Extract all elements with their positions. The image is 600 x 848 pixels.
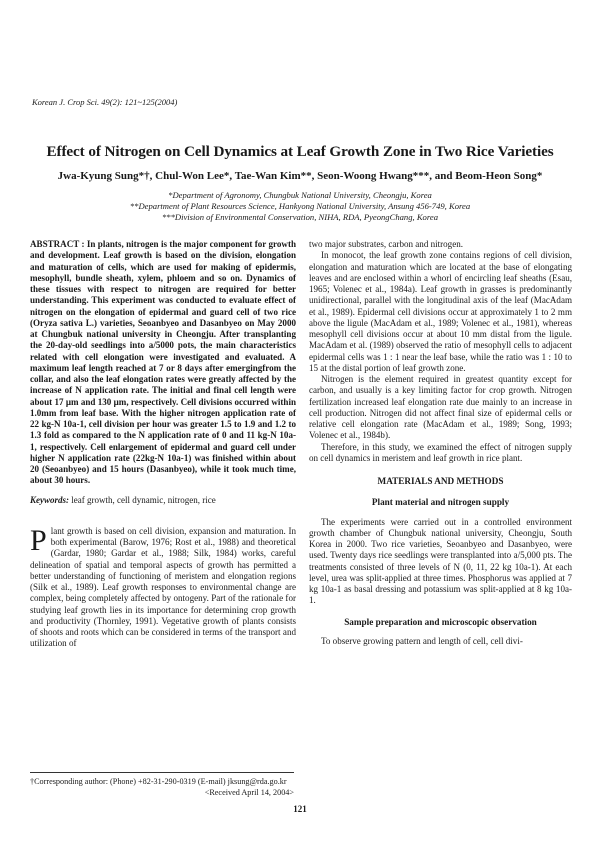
right-para-2: In monocot, the leaf growth zone contains regions of cell division, elongation and maturation which are located at the base of elongating leaves and are enclosed within a whorl of encircling leaf sheaths (Esau, 1965; Volenec et al., 1984a). Leaf growth in grasses is predominantly unidirectional, parallel with the longitudinal axis of the leaf (MacAdam et al., 1989). Epidermal cell divisions occur at approximately 1 to 2 mm above the ligule (MacAdam et al., 1989; Volenec et al., 1981), whereas mesophyll cell divisions occur at about 10 mm distal from the ligule. MacAdam et al. (1989) observed the ratio of mesophyll cells to adjacent epidermal cells was 1 : 1 near the leaf base, while the ratio was 1 : 10 to 15 at the distal portion of leaf growth zone. bbox=[309, 250, 572, 373]
introduction bbox=[30, 523, 296, 650]
methods-heading: MATERIALS AND METHODS bbox=[377, 476, 504, 486]
subsection-sample-prep: Sample preparation and microscopic observation bbox=[344, 616, 537, 627]
page-number: 121 bbox=[293, 804, 307, 814]
footnote bbox=[30, 772, 294, 798]
paper-title: Effect of Nitrogen on Cell Dynamics at Leaf Growth Zone in Two Rice Varieties bbox=[46, 143, 554, 160]
keywords-line bbox=[30, 495, 296, 506]
methods-para-2: To observe growing pattern and length of cell, cell divi- bbox=[321, 635, 523, 646]
drop-cap: P bbox=[30, 523, 47, 557]
right-para-3: Nitrogen is the element required in greatest quantity except for carbon, and usually is a key limiting factor for crop growth. Nitrogen fertilization increased leaf elongation rate due mainly to an increase in cell production. Nitrogen did not affect final size of epidermal cells or relative cell elongation rate (MacAdam et al., 1989; Song, 1993; Volenec et al., 1984b). bbox=[309, 374, 572, 441]
methods-para-1: The experiments were carried out in a controlled environment growth chamber of Chungbuk national university, Cheongju, South Korea in 2000. Two rice varieties, Seoanbyeo and Dasanbyeo, were used. Twenty days rice seedlings were transplanted into a/5,000 pts. The treatments consisted of three levels of N (0, 11, 22 kg 10a-1). At each level, urea was split-applied at three times. Phosphorus was applied at 7 kg 10a-1 as basal dressing and potassium was split-applied at 8 kg 10a-1. bbox=[309, 516, 572, 606]
affiliation-3: ***Division of Environmental Conservation, NIHA, RDA, PyeongChang, Korea bbox=[161, 212, 438, 222]
intro-text: lant growth is based on cell division, expansion and maturation. In both experimental (Barow, 1976; Rost et al., 1988) and theoretical (Gardar, 1980; Gardar et al., 1988; Silk, 1984) works, careful delineation of spatial and temporal aspects of growth has permitted a better understanding of functioning of meristem and elongation regions (Silk et al., 1989). Leaf growth responses to environmental change are complex, being completely affected by ontogeny. Part of the rationale for studying leaf growth lies in its importance for determining crop growth and productivity (Thornley, 1991). Vegetative growth of plants consists of shoots and roots which can be considered in terms of the transport and utilization of bbox=[30, 525, 296, 649]
affiliation-2: **Department of Plant Resources Science, Hankyong National University, Ansung 456-749, Korea bbox=[129, 201, 471, 211]
right-column bbox=[309, 239, 572, 647]
abstract-text: ABSTRACT : In plants, nitrogen is the major component for growth and development. Leaf growth is based on the division, elongation and maturation of cells, which are used for making of epidermis, mesophyll, bundle sheath, xylem, phloem and so on. Dynamics of these tissues with respect to nitrogen are required for better understanding. This experiment was conducted to evaluate effect of nitrogen on the elongation of epidermal and guard cell of two rice (Oryza sativa L.) varieties, Seoanbyeo and Dasanbyeo on May 2000 at Chungbuk national university in Cheongju. After transplanting the 20-day-old seedlings into a/5000 pots, the main characteristics related with cell elongation were investigated and evaluated. A maximum leaf length reached at 7 or 8 days after emergingfrom the collar, and also the leaf elongation rates were greatly affected by the increase of N application rate. The initial and final cell length were about 17 μm and 130 μm, respectively. Cell divisions occurred within 1.0mm from leaf base. With the higher nitrogen application rate of 22 kg-N 10a-1, cell division per hour was greater 1.5 to 1.9 and 1.2 to 1.3 fold as compared to the N application rate of 0 and 11 kg-N 10a-1, respectively. Cell enlargement of epidermal and guard cell under higher N application rate (22kg-N 10a-1) was finished within about 20 (Seoanbyeo) and 15 hours (Dasanbyeo), while it took much time, about 30 hours. bbox=[30, 239, 296, 486]
journal-citation: Korean J. Crop Sci. 49(2): 121~125(2004) bbox=[32, 97, 178, 107]
right-para-1: two major substrates, carbon and nitrogen. bbox=[309, 239, 464, 249]
affiliation-1: *Department of Agronomy, Chungbuk National University, Cheongju, Korea bbox=[168, 190, 432, 200]
author-list: Jwa-Kyung Sung*†, Chul-Won Lee*, Tae-Wan Kim**, Seon-Woong Hwang***, and Beom-Heon Song* bbox=[57, 170, 543, 182]
subsection-plant-material: Plant material and nitrogen supply bbox=[371, 497, 510, 508]
corresponding-author: †Corresponding author: (Phone) +82-31-290-0319 (E-mail) jksung@rda.go.kr bbox=[30, 777, 287, 786]
right-para-4: Therefore, in this study, we examined the effect of nitrogen supply on cell dynamics in meristem and leaf growth in rice plant. bbox=[309, 441, 572, 463]
received-date: <Received April 14, 2004> bbox=[204, 788, 294, 797]
keywords-label: Keywords: bbox=[30, 494, 69, 505]
keywords-text: leaf growth, cell dynamic, nitrogen, rice bbox=[71, 494, 216, 505]
abstract bbox=[30, 239, 296, 487]
left-column bbox=[30, 239, 296, 650]
